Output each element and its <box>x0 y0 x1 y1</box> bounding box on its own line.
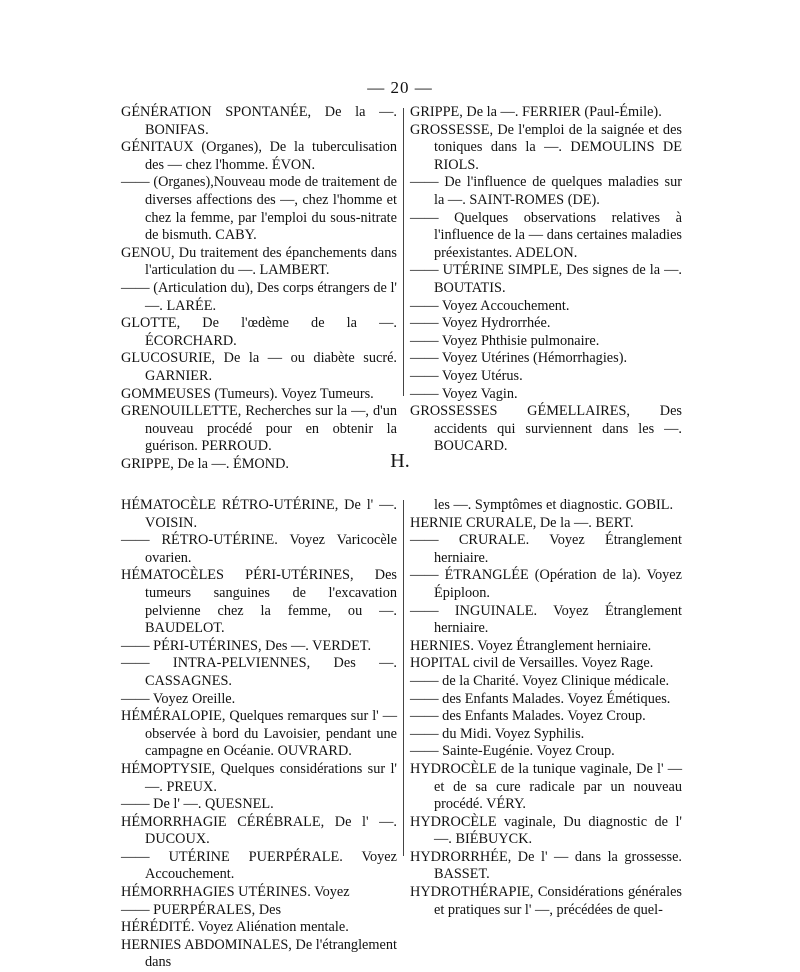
entry: HERNIES ABDOMINALES, De l'étranglement dans <box>121 936 397 971</box>
entry: —— Voyez Hydrorrhée. <box>410 315 551 332</box>
entry: GLOTTE, De l'œdème de la —. ÉCORCHARD. <box>121 315 397 349</box>
entry: HÉMATOCÈLES PÉRI-UTÉRINES, Des tumeurs sanguines de l'excavation pelvienne chez la femme, ou —. BAUDELOT. <box>121 567 397 637</box>
entry: —— Voyez Utérines (Hémorrhagies). <box>410 350 628 367</box>
entry: GOMMEUSES (Tumeurs). Voyez Tumeurs. <box>121 385 374 402</box>
entry: GÉNÉRATION SPONTANÉE, De la —. BONIFAS. <box>121 104 397 138</box>
entry: —— CRURALE. Voyez Étranglement herniaire. <box>410 532 682 566</box>
entry-continuation: les —. Symptômes et diagnostic. GOBIL. <box>434 497 674 513</box>
entry: —— Quelques observations relatives à l'influence de la — dans certaines maladies préexistantes. ADELON. <box>410 209 682 261</box>
entry: HERNIE CRURALE, De la —. BERT. <box>410 514 634 531</box>
entry: HÉMATOCÈLE RÉTRO-UTÉRINE, De l' —. VOISIN. <box>121 497 397 531</box>
entry: —— PUERPÉRALES, Des <box>121 901 282 918</box>
bottom-left-column <box>121 497 397 972</box>
page-number: — 20 — <box>367 78 433 97</box>
entry: HYDROTHÉRAPIE, Considérations générales et pratiques sur l' —, précédées de quel- <box>410 884 682 918</box>
entry: GROSSESSES GÉMELLAIRES, Des accidents qui surviennent dans les —. BOUCARD. <box>410 403 682 455</box>
section-letter: H. <box>390 450 410 472</box>
entry: —— Voyez Phthisie pulmonaire. <box>410 332 600 349</box>
entry: —— ÉTRANGLÉE (Opération de la). Voyez Épiploon. <box>410 567 682 601</box>
entry: GRIPPE, De la —. ÉMOND. <box>121 455 289 472</box>
entry: —— De l'influence de quelques maladies sur la —. SAINT-ROMES (DE). <box>410 174 682 208</box>
entry: —— INTRA-PELVIENNES, Des —. CASSAGNES. <box>121 655 397 689</box>
entry: —— De l' —. QUESNEL. <box>121 796 274 813</box>
entry: —— Voyez Accouchement. <box>410 297 570 314</box>
entry: —— INGUINALE. Voyez Étranglement herniaire. <box>410 602 682 637</box>
entry: GENOU, Du traitement des épanchements dans l'articulation du —. LAMBERT. <box>121 244 397 279</box>
entry: —— des Enfants Malades. Voyez Croup. <box>410 708 646 725</box>
entry: —— RÉTRO-UTÉRINE. Voyez Varicocèle ovarien. <box>121 532 397 566</box>
entry: HYDROCÈLE vaginale, Du diagnostic de l' —. BIÉBUYCK. <box>410 813 682 848</box>
entry: HÉMORRHAGIE CÉRÉBRALE, De l' —. DUCOUX. <box>121 813 397 848</box>
top-left-column <box>121 104 397 473</box>
entry: —— Sainte-Eugénie. Voyez Croup. <box>410 743 615 760</box>
entry: GÉNITAUX (Organes), De la tuberculisation des — chez l'homme. ÉVON. <box>121 139 397 173</box>
entry: —— Voyez Vagin. <box>410 385 518 402</box>
bottom-right-column <box>410 497 682 919</box>
entry: —— UTÉRINE PUERPÉRALE. Voyez Accouchement. <box>121 848 397 883</box>
column-divider-bottom <box>403 500 404 856</box>
entry: HÉRÉDITÉ. Voyez Aliénation mentale. <box>121 919 349 936</box>
entry: —— (Articulation du), Des corps étrangers de l' —. LARÉE. <box>121 279 397 314</box>
entry: —— Voyez Oreille. <box>121 690 236 707</box>
entry: HERNIES. Voyez Étranglement herniaire. <box>410 637 652 654</box>
entry: GRENOUILLETTE, Recherches sur la —, d'un nouveau procédé pour en obtenir la guérison. PERROUD. <box>121 403 397 455</box>
entry: —— (Organes),Nouveau mode de traitement de diverses affections des —, chez l'homme et chez la femme, par l'emploi du sous-nitrate de bismuth. CABY. <box>121 174 397 244</box>
entry: GRIPPE, De la —. FERRIER (Paul-Émile). <box>410 104 662 120</box>
entry: HYDROCÈLE de la tunique vaginale, De l' — et de sa cure radicale par un nouveau procédé. VÉRY. <box>410 760 682 813</box>
entry: —— des Enfants Malades. Voyez Émétiques. <box>410 690 671 707</box>
entry: —— UTÉRINE SIMPLE, Des signes de la —. BOUTATIS. <box>410 262 682 296</box>
entry: —— de la Charité. Voyez Clinique médicale. <box>410 672 670 689</box>
entry: —— PÉRI-UTÉRINES, Des —. VERDET. <box>121 637 372 654</box>
entry: GLUCOSURIE, De la — ou diabète sucré. GARNIER. <box>121 350 397 384</box>
entry: HÉMORRHAGIES UTÉRINES. Voyez <box>121 884 350 901</box>
column-divider-top <box>403 108 404 396</box>
entry: HÉMOPTYSIE, Quelques considérations sur l' —. PREUX. <box>121 760 397 795</box>
entry: —— du Midi. Voyez Syphilis. <box>410 725 585 742</box>
entry: HÉMÉRALOPIE, Quelques remarques sur l' — observée à bord du Lavoisier, pendant une campagne en Océanie. OUVRARD. <box>121 708 397 760</box>
entry: GROSSESSE, De l'emploi de la saignée et des toniques dans la —. DEMOULINS DE RIOLS. <box>410 121 682 173</box>
entry: HYDRORRHÉE, De l' — dans la grossesse. BASSET. <box>410 848 682 883</box>
top-right-column <box>410 104 682 456</box>
entry: HOPITAL civil de Versailles. Voyez Rage. <box>410 655 654 672</box>
entry: —— Voyez Utérus. <box>410 367 523 384</box>
